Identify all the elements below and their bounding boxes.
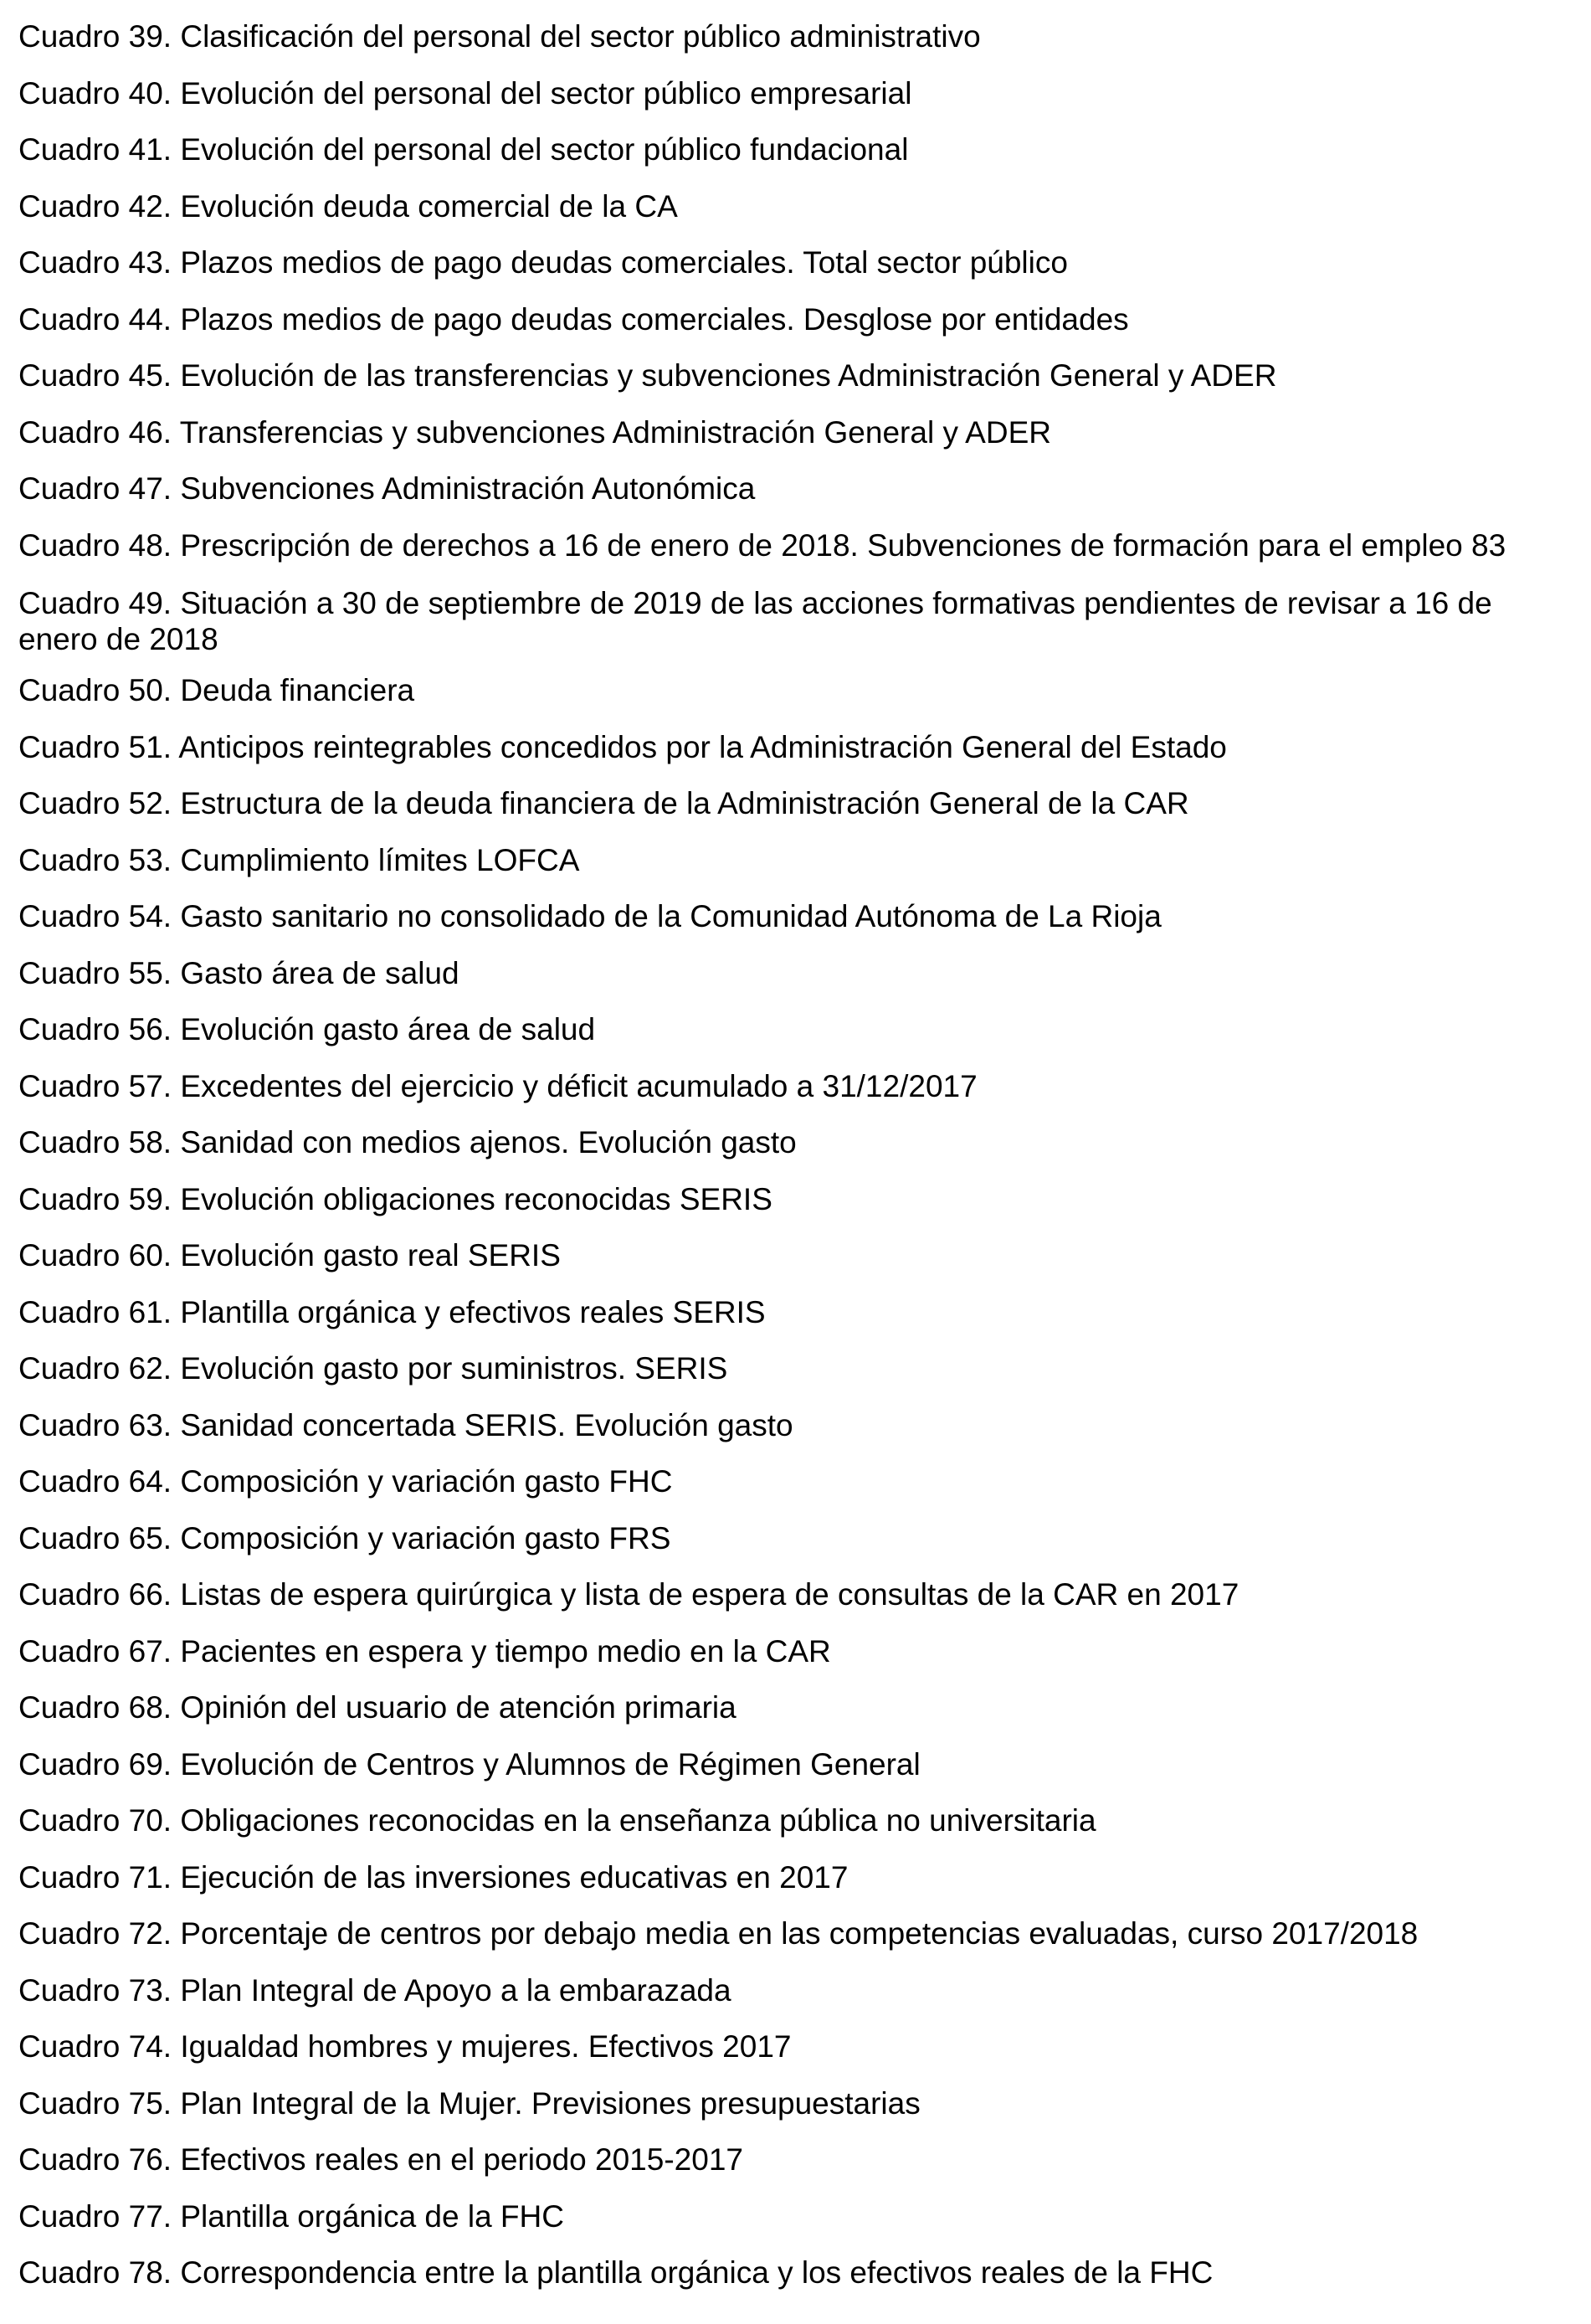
toc-entry: [18, 13, 1575, 70]
toc-entry-title: Excedentes del ejercicio y déficit acumulado a 31/12/2017: [180, 1068, 978, 1103]
toc-entry: [18, 1967, 1575, 2024]
toc-entry-title: Plantilla orgánica y efectivos reales SERIS: [180, 1294, 766, 1329]
toc-entry: [18, 1345, 1575, 1402]
toc-entry-title: Anticipos reintegrables concedidos por la Administración General del Estado: [178, 729, 1227, 764]
toc-entry: [18, 1741, 1575, 1798]
toc-entry: [18, 126, 1575, 183]
toc-entry: [18, 239, 1575, 296]
toc-entry: [18, 296, 1575, 353]
toc-entry-title: Plantilla orgánica de la FHC: [180, 2198, 564, 2234]
toc-entry-label: Cuadro 52.: [18, 786, 172, 820]
toc-entry: [18, 1571, 1575, 1628]
toc-entry: [18, 2080, 1575, 2137]
toc-entry-label: Cuadro 67.: [18, 1633, 172, 1668]
toc-entry-label: Cuadro 56.: [18, 1012, 172, 1046]
toc-entry-label: Cuadro 66.: [18, 1577, 172, 1612]
toc-entry-label: Cuadro 51.: [18, 729, 172, 764]
toc-entry-title: Estructura de la deuda financiera de la Administración General de la CAR: [180, 786, 1189, 820]
toc-entry-title: Prescripción de derechos a 16 de enero de 2018. Subvenciones de formación para el empleo 83: [180, 527, 1506, 563]
toc-entry: [18, 1063, 1575, 1120]
toc-entry-title: Evolución gasto área de salud: [180, 1012, 596, 1046]
toc-entry: [18, 1402, 1575, 1459]
toc-entry-label: Cuadro 44.: [18, 301, 172, 337]
toc-entry-label: Cuadro 46.: [18, 414, 172, 450]
toc-entry-title: Sanidad concertada SERIS. Evolución gasto: [180, 1407, 793, 1442]
toc-entry: [18, 70, 1575, 127]
toc-entry: [18, 465, 1575, 522]
toc-entry: [18, 667, 1575, 724]
toc-entry-title: Transferencias y subvenciones Administración General y ADER: [179, 414, 1051, 450]
toc-entry: [18, 780, 1575, 837]
toc-entry-title: Evolución de las transferencias y subvenciones Administración General y ADER: [180, 358, 1277, 393]
toc-entry-label: Cuadro 71.: [18, 1859, 172, 1895]
toc-entry-title: Situación a 30 de septiembre de 2019 de las acciones formativas pendientes de revisar a 16 de enero de 2018: [18, 586, 1492, 656]
table-of-contents: [18, 13, 1575, 2306]
toc-entry-title: Pacientes en espera y tiempo medio en la CAR: [180, 1633, 831, 1668]
toc-entry: [18, 1232, 1575, 1289]
toc-entry-title: Composición y variación gasto FHC: [180, 1464, 673, 1499]
toc-entry: [18, 1006, 1575, 1063]
toc-entry-label: Cuadro 41.: [18, 132, 172, 167]
toc-entry: [18, 1458, 1575, 1515]
toc-entry-label: Cuadro 69.: [18, 1746, 172, 1782]
toc-entry-label: Cuadro 39.: [18, 19, 172, 54]
toc-entry-label: Cuadro 57.: [18, 1068, 172, 1103]
toc-entry-label: Cuadro 73.: [18, 1972, 172, 2008]
toc-entry-label: Cuadro 61.: [18, 1294, 172, 1329]
toc-entry-title: Correspondencia entre la plantilla orgánica y los efectivos reales de la FHC: [180, 2255, 1214, 2290]
toc-entry: [18, 837, 1575, 894]
toc-entry: [18, 585, 1575, 657]
toc-entry-label: Cuadro 62.: [18, 1351, 172, 1386]
toc-entry-title: Sanidad con medios ajenos. Evolución gasto: [180, 1125, 797, 1159]
toc-entry-title: Plan Integral de la Mujer. Previsiones presupuestarias: [180, 2085, 921, 2121]
toc-entry-title: Subvenciones Administración Autonómica: [180, 471, 756, 506]
toc-entry-title: Plazos medios de pago deudas comerciales. Total sector público: [180, 245, 1068, 280]
toc-entry-title: Listas de espera quirúrgica y lista de espera de consultas de la CAR en 2017: [180, 1577, 1239, 1612]
toc-entry-label: Cuadro 75.: [18, 2085, 172, 2121]
toc-entry-label: Cuadro 68.: [18, 1690, 172, 1725]
toc-entry-title: Evolución obligaciones reconocidas SERIS: [180, 1181, 772, 1216]
toc-entry: [18, 950, 1575, 1007]
toc-entry-label: Cuadro 45.: [18, 358, 172, 393]
toc-entry-label: Cuadro 78.: [18, 2255, 172, 2290]
toc-entry-title: Plan Integral de Apoyo a la embarazada: [180, 1972, 731, 2008]
toc-entry-title: Gasto área de salud: [180, 955, 459, 990]
toc-entry: [18, 2193, 1575, 2250]
toc-entry-label: Cuadro 48.: [18, 527, 172, 563]
toc-entry: [18, 183, 1575, 240]
toc-entry-title: Opinión del usuario de atención primaria: [180, 1690, 736, 1725]
toc-entry-label: Cuadro 76.: [18, 2142, 172, 2177]
toc-entry-label: Cuadro 63.: [18, 1407, 172, 1442]
toc-entry: [18, 1289, 1575, 1346]
toc-entry: [18, 1515, 1575, 1572]
toc-entry-label: Cuadro 74.: [18, 2029, 172, 2064]
toc-entry-title: Efectivos reales en el periodo 2015-2017: [180, 2142, 743, 2177]
toc-entry-label: Cuadro 59.: [18, 1181, 172, 1216]
toc-entry-label: Cuadro 50.: [18, 673, 172, 707]
toc-entry-label: Cuadro 42.: [18, 188, 172, 224]
toc-entry: [18, 1176, 1575, 1233]
toc-entry-label: Cuadro 64.: [18, 1464, 172, 1499]
toc-entry: [18, 724, 1575, 781]
toc-entry-title: Cumplimiento límites LOFCA: [180, 842, 580, 877]
toc-entry: [18, 1797, 1575, 1854]
toc-entry: [18, 1684, 1575, 1741]
toc-entry-title: Porcentaje de centros por debajo media en las competencias evaluadas, curso 2017/2018: [180, 1916, 1419, 1951]
toc-entry: [18, 2023, 1575, 2080]
toc-entry-title: Evolución del personal del sector público empresarial: [180, 75, 912, 111]
toc-entry-title: Composición y variación gasto FRS: [180, 1520, 671, 1555]
toc-entry-label: Cuadro 77.: [18, 2198, 172, 2234]
toc-entry-label: Cuadro 72.: [18, 1916, 172, 1951]
toc-entry-title: Deuda financiera: [180, 673, 415, 707]
toc-entry-label: Cuadro 65.: [18, 1520, 172, 1555]
toc-entry-label: Cuadro 60.: [18, 1238, 172, 1273]
toc-entry: [18, 1854, 1575, 1911]
toc-entry: [18, 1628, 1575, 1685]
toc-entry-label: Cuadro 54.: [18, 899, 172, 933]
toc-entry-title: Evolución del personal del sector público fundacional: [180, 132, 909, 167]
toc-entry-title: Evolución deuda comercial de la CA: [180, 188, 678, 224]
toc-entry-label: Cuadro 53.: [18, 842, 172, 877]
toc-entry-title: Evolución gasto por suministros. SERIS: [180, 1351, 728, 1386]
toc-entry-label: Cuadro 40.: [18, 75, 172, 111]
toc-entry-label: Cuadro 43.: [18, 245, 172, 280]
toc-entry: [18, 409, 1575, 466]
toc-entry: [18, 893, 1575, 950]
toc-entry: [18, 1119, 1575, 1176]
toc-entry-label: Cuadro 47.: [18, 471, 172, 506]
toc-entry-title: Plazos medios de pago deudas comerciales. Desglose por entidades: [180, 301, 1129, 337]
toc-entry-title: Clasificación del personal del sector público administrativo: [180, 19, 981, 54]
toc-entry-label: Cuadro 70.: [18, 1803, 172, 1838]
toc-entry-title: Ejecución de las inversiones educativas en 2017: [180, 1859, 849, 1895]
toc-entry: [18, 2136, 1575, 2193]
toc-entry: [18, 522, 1575, 579]
toc-entry-label: Cuadro 49.: [18, 586, 172, 620]
toc-entry-label: Cuadro 58.: [18, 1125, 172, 1159]
toc-entry-title: Evolución de Centros y Alumnos de Régimen General: [180, 1746, 921, 1782]
toc-entry-title: Evolución gasto real SERIS: [180, 1238, 561, 1273]
toc-entry: [18, 1910, 1575, 1967]
toc-entry: [18, 352, 1575, 409]
toc-entry-label: Cuadro 55.: [18, 955, 172, 990]
toc-entry-title: Gasto sanitario no consolidado de la Comunidad Autónoma de La Rioja: [180, 899, 1162, 933]
toc-entry: [18, 2249, 1575, 2306]
toc-entry-title: Igualdad hombres y mujeres. Efectivos 2017: [180, 2029, 792, 2064]
toc-entry-title: Obligaciones reconocidas en la enseñanza pública no universitaria: [180, 1803, 1096, 1838]
